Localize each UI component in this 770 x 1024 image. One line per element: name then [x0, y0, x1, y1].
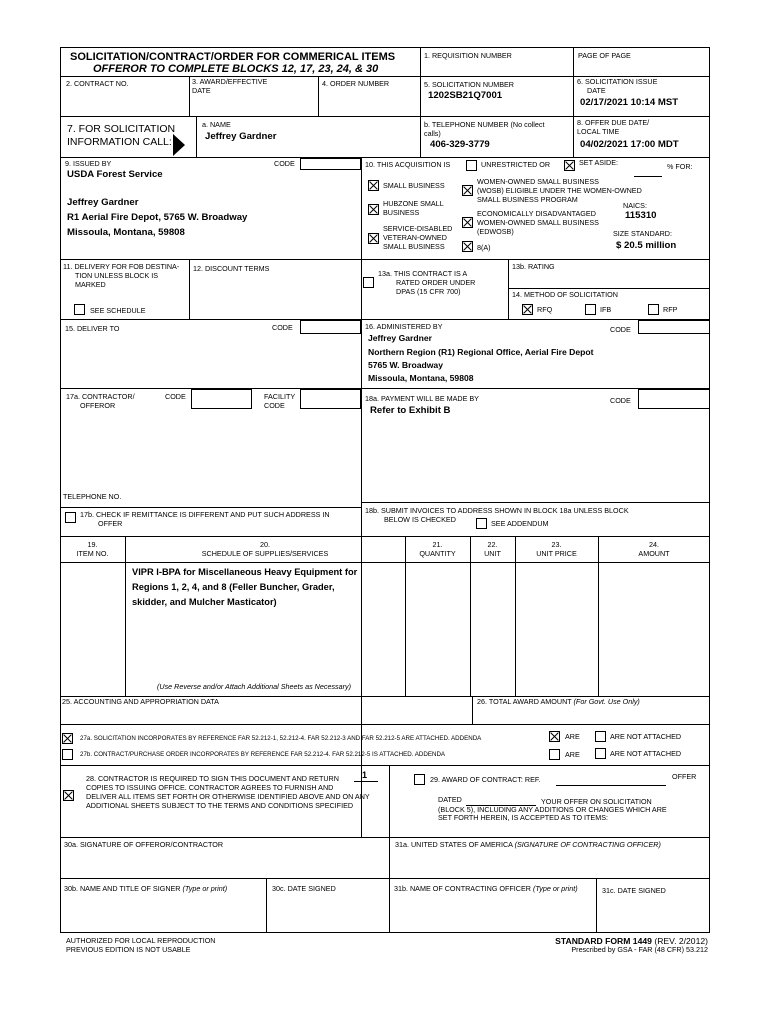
arrow-right-icon: [172, 134, 186, 156]
b17b-label-2: OFFER: [98, 519, 123, 528]
b8-label-2: LOCAL TIME: [577, 127, 620, 136]
b28-copies[interactable]: 1: [362, 770, 368, 780]
b16-code-field[interactable]: [638, 320, 710, 334]
b27a-checkbox[interactable]: [62, 733, 73, 744]
b9-line3: Missoula, Montana, 59808: [67, 227, 185, 238]
rfq-label: RFQ: [537, 305, 553, 314]
col20-header: SCHEDULE OF SUPPLIES/SERVICES: [201, 549, 329, 558]
b29-label-3: SET FORTH HEREIN, IS ACCEPTED AS TO ITEMS:: [438, 813, 609, 822]
eight-a-checkbox[interactable]: [462, 241, 473, 252]
telephone-label: TELEPHONE NO.: [63, 492, 122, 501]
b17a-code-field[interactable]: [191, 389, 252, 409]
b18b-label: 18b. SUBMIT INVOICES TO ADDRESS SHOWN IN BLOCK 18a UNLESS BLOCK: [365, 506, 629, 515]
b26-label: 26. TOTAL AWARD AMOUNT (For Govt. Use Only): [477, 697, 640, 706]
b6-value[interactable]: 02/17/2021 10:14 MST: [580, 97, 679, 108]
facility-code-field[interactable]: [300, 389, 361, 409]
b7a-label: a. NAME: [202, 120, 231, 129]
edwosb-label-2: WOMEN-OWNED SMALL BUSINESS: [477, 218, 599, 227]
footer-authorized: AUTHORIZED FOR LOCAL REPRODUCTION: [66, 936, 216, 945]
facility-code-label-2: CODE: [264, 401, 285, 410]
b17b-label: 17b. CHECK IF REMITTANCE IS DIFFERENT AND PUT SUCH ADDRESS IN: [80, 510, 330, 519]
col22-header: UNIT: [484, 549, 501, 558]
b7a-value[interactable]: Jeffrey Gardner: [205, 131, 277, 142]
b6-label-2: DATE: [587, 86, 606, 95]
ifb-checkbox[interactable]: [585, 304, 596, 315]
b28-label: 28. CONTRACTOR IS REQUIRED TO SIGN THIS DOCUMENT AND RETURN: [86, 774, 339, 783]
b29-offer-label: OFFER: [672, 772, 697, 781]
b27a-are-not-label: ARE NOT ATTACHED: [610, 732, 682, 741]
size-standard-value[interactable]: $ 20.5 million: [616, 240, 677, 251]
size-standard-label: SIZE STANDARD:: [613, 229, 672, 238]
edwosb-label: ECONOMICALLY DISADVANTAGED: [477, 209, 596, 218]
b27b-are-not-label: ARE NOT ATTACHED: [610, 749, 682, 758]
pct-for-label: % FOR:: [667, 162, 693, 171]
edwosb-label-3: (EDWOSB): [477, 227, 514, 236]
b18a-code-field[interactable]: [638, 389, 710, 409]
b9-org: USDA Forest Service: [67, 169, 163, 180]
wosb-label-3: SMALL BUSINESS PROGRAM: [477, 195, 578, 204]
b31c-label: 31c. DATE SIGNED: [602, 886, 666, 895]
footer-prescribed: Prescribed by GSA - FAR (48 CFR) 53.212: [571, 945, 708, 954]
b17a-label-2: OFFEROR: [80, 401, 116, 410]
unrestricted-label: UNRESTRICTED OR: [481, 160, 551, 169]
b7b-label-2: calls): [424, 129, 441, 138]
b11-label-3: MARKED: [75, 280, 106, 289]
b31b-label: 31b. NAME OF CONTRACTING OFFICER (Type or print): [394, 884, 578, 893]
b4-label: 4. ORDER NUMBER: [322, 79, 390, 88]
naics-label: NAICS:: [623, 201, 647, 210]
b27a-are-checkbox[interactable]: [549, 731, 560, 742]
b2-label: 2. CONTRACT NO.: [66, 79, 129, 88]
ifb-label: IFB: [600, 305, 612, 314]
b7-label: 7. FOR SOLICITATION: [67, 123, 176, 135]
col24-num: 24.: [649, 540, 659, 549]
b5-value[interactable]: 1202SB21Q7001: [428, 90, 503, 101]
sdvo-label-3: SMALL BUSINESS: [383, 242, 445, 251]
b9-code-field[interactable]: [300, 158, 361, 170]
b27a-label: 27a. SOLICITATION INCORPORATES BY REFERENCE FAR 52.212-1, 52.212-4. FAR 52.212-3 AND FAR 52.212-5 ARE ATTACHED. ADDENDA: [80, 735, 482, 742]
col21-header: QUANTITY: [419, 549, 456, 558]
col23-header: UNIT PRICE: [536, 549, 577, 558]
schedule-note: (Use Reverse and/or Attach Additional Sheets as Necessary): [157, 682, 352, 691]
footer-form-number: STANDARD FORM 1449 (REV. 2/2012): [555, 936, 708, 946]
b30b-label: 30b. NAME AND TITLE OF SIGNER (Type or print): [64, 884, 228, 893]
rated-order-checkbox[interactable]: [363, 277, 374, 288]
hubzone-label-2: BUSINESS: [383, 208, 420, 217]
b7-label-2: INFORMATION CALL:: [67, 136, 172, 148]
b27a-are-label: ARE: [565, 732, 580, 741]
b12-label: 12. DISCOUNT TERMS: [193, 264, 270, 273]
b8-label: 8. OFFER DUE DATE/: [577, 118, 650, 127]
col21-num: 21.: [432, 540, 443, 549]
rfp-label: RFP: [663, 305, 678, 314]
b5-label: 5. SOLICITATION NUMBER: [424, 80, 514, 89]
hubzone-label: HUBZONE SMALL: [383, 199, 444, 208]
b3-label-2: DATE: [192, 86, 211, 95]
schedule-desc-line2: Regions 1, 2, 4, and 8 (Feller Buncher, Grader,: [132, 582, 335, 592]
see-addendum-label: SEE ADDENDUM: [491, 519, 549, 528]
set-aside-label: SET ASIDE:: [579, 158, 619, 167]
b9-line2: R1 Aerial Fire Depot, 5765 W. Broadway: [67, 212, 248, 223]
page-label: PAGE OF PAGE: [578, 51, 631, 60]
rfq-checkbox[interactable]: [522, 304, 533, 315]
form-subtitle: OFFEROR TO COMPLETE BLOCKS 12, 17, 23, 24, & 30: [93, 63, 379, 75]
b17a-code-label: CODE: [165, 392, 186, 401]
b6-label: 6. SOLICITATION ISSUE: [577, 77, 658, 86]
b14-label: 14. METHOD OF SOLICITATION: [512, 290, 618, 299]
set-aside-checkbox[interactable]: [564, 160, 575, 171]
sdvo-label: SERVICE-DISABLED: [383, 224, 453, 233]
b1-label: 1. REQUISITION NUMBER: [424, 51, 512, 60]
form-title: SOLICITATION/CONTRACT/ORDER FOR COMMERICAL ITEMS: [70, 51, 396, 63]
edwosb-checkbox[interactable]: [462, 217, 473, 228]
b27b-are-label: ARE: [565, 750, 580, 759]
b27a-are-not-checkbox[interactable]: [595, 731, 606, 742]
wosb-checkbox[interactable]: [462, 185, 473, 196]
see-addendum-checkbox[interactable]: [476, 518, 487, 529]
b28-label-2: COPIES TO ISSUING OFFICE. CONTRACTOR AGREES TO FURNISH AND: [86, 783, 334, 792]
b29-checkbox[interactable]: [414, 774, 425, 785]
b16-line3: 5765 W. Broadway: [368, 360, 443, 370]
unrestricted-checkbox[interactable]: [466, 160, 477, 171]
col24-header: AMOUNT: [638, 549, 670, 558]
b13b-label: 13b. RATING: [512, 262, 555, 271]
b28-checkbox[interactable]: [63, 790, 74, 801]
b15-code-label: CODE: [272, 323, 293, 332]
b18a-label: 18a. PAYMENT WILL BE MADE BY: [365, 394, 479, 403]
small-business-checkbox[interactable]: [368, 180, 379, 191]
b7b-value[interactable]: 406-329-3779: [430, 139, 490, 150]
b18b-label-2: BELOW IS CHECKED: [384, 515, 456, 524]
b9-code-label: CODE: [274, 159, 295, 168]
b9-line1: Jeffrey Gardner: [67, 197, 139, 208]
rfp-checkbox[interactable]: [648, 304, 659, 315]
see-schedule-checkbox[interactable]: [74, 304, 85, 315]
b16-line4: Missoula, Montana, 59808: [368, 373, 474, 383]
b8-value[interactable]: 04/02/2021 17:00 MDT: [580, 139, 679, 150]
naics-value[interactable]: 115310: [625, 210, 657, 221]
b27b-label: 27b. CONTRACT/PURCHASE ORDER INCORPORATES BY REFERENCE FAR 52.212-4. FAR 52.212-5 IS ATTACHED. ADDENDA: [80, 751, 446, 758]
col19-header: ITEM NO.: [76, 549, 109, 558]
col19-num: 19.: [87, 540, 98, 549]
col20-num: 20.: [260, 540, 270, 549]
b13a-label-3: DPAS (15 CFR 700): [396, 287, 461, 296]
b16-line1: Jeffrey Gardner: [368, 333, 433, 343]
b29-label-2: (BLOCK 5), INCLUDING ANY ADDITIONS OR CHANGES WHICH ARE: [438, 805, 667, 814]
b28-label-4: ADDITIONAL SHEETS SUBJECT TO THE TERMS AND CONDITIONS SPECIFIED: [86, 801, 354, 810]
b28-label-3: DELIVER ALL ITEMS SET FORTH OR OTHERWISE IDENTIFIED ABOVE AND ON ANY: [86, 792, 370, 801]
b30c-label: 30c. DATE SIGNED: [272, 884, 336, 893]
wosb-label: WOMEN-OWNED SMALL BUSINESS: [477, 177, 599, 186]
hubzone-checkbox[interactable]: [368, 204, 379, 215]
b13a-label-2: RATED ORDER UNDER: [396, 278, 476, 287]
b17a-label: 17a. CONTRACTOR/: [66, 392, 135, 401]
b30a-label: 30a. SIGNATURE OF OFFEROR/CONTRACTOR: [64, 840, 224, 849]
see-schedule-label: SEE SCHEDULE: [90, 306, 146, 315]
col22-num: 22.: [487, 540, 498, 549]
b10-label: 10. THIS ACQUISITION IS: [365, 160, 451, 169]
b27b-are-not-checkbox[interactable]: [595, 748, 606, 759]
facility-code-label: FACILITY: [264, 392, 296, 401]
b16-line2: Northern Region (R1) Regional Office, Aerial Fire Depot: [368, 347, 594, 357]
schedule-desc-line3: skidder, and Mulcher Masticator): [132, 597, 277, 607]
b25-label: 25. ACCOUNTING AND APPROPRIATION DATA: [62, 697, 219, 706]
b15-code-field[interactable]: [300, 320, 361, 334]
b13a-label: 13a. THIS CONTRACT IS A: [378, 269, 468, 278]
b16-label: 16. ADMINISTERED BY: [365, 322, 443, 331]
schedule-desc-line1: VIPR I-BPA for Miscellaneous Heavy Equipment for: [132, 567, 358, 577]
b11-label: 11. DELIVERY FOR FOB DESTINA-: [63, 262, 180, 271]
b29-dated-label: DATED: [438, 795, 462, 804]
small-business-label: SMALL BUSINESS: [383, 181, 445, 190]
footer-previous: PREVIOUS EDITION IS NOT USABLE: [66, 945, 191, 954]
b27b-are-checkbox[interactable]: [549, 749, 560, 760]
col23-num: 23.: [551, 540, 562, 549]
b9-label: 9. ISSUED BY: [65, 159, 112, 168]
sdvo-label-2: VETERAN-OWNED: [383, 233, 447, 242]
b29-your-offer: YOUR OFFER ON SOLICITATION: [541, 797, 652, 806]
b27b-checkbox[interactable]: [62, 749, 73, 760]
b7b-label: b. TELEPHONE NUMBER (No collect: [424, 120, 545, 129]
b18a-code-label: CODE: [610, 396, 631, 405]
sdvo-checkbox[interactable]: [368, 233, 379, 244]
b16-code-label: CODE: [610, 325, 631, 334]
b3-label: 3. AWARD/EFFECTIVE: [192, 77, 268, 86]
wosb-label-2: (WOSB) ELIGIBLE UNDER THE WOMEN-OWNED: [477, 186, 642, 195]
eight-a-label: 8(A): [477, 243, 491, 252]
b31a-label: 31a. UNITED STATES OF AMERICA (SIGNATURE OF CONTRACTING OFFICER): [395, 840, 661, 849]
b15-label: 15. DELIVER TO: [65, 324, 120, 333]
b29-label: 29. AWARD OF CONTRACT: REF.: [430, 775, 541, 784]
b18a-value: Refer to Exhibit B: [370, 405, 451, 416]
b11-label-2: TION UNLESS BLOCK IS: [75, 271, 159, 280]
remittance-checkbox[interactable]: [65, 512, 76, 523]
